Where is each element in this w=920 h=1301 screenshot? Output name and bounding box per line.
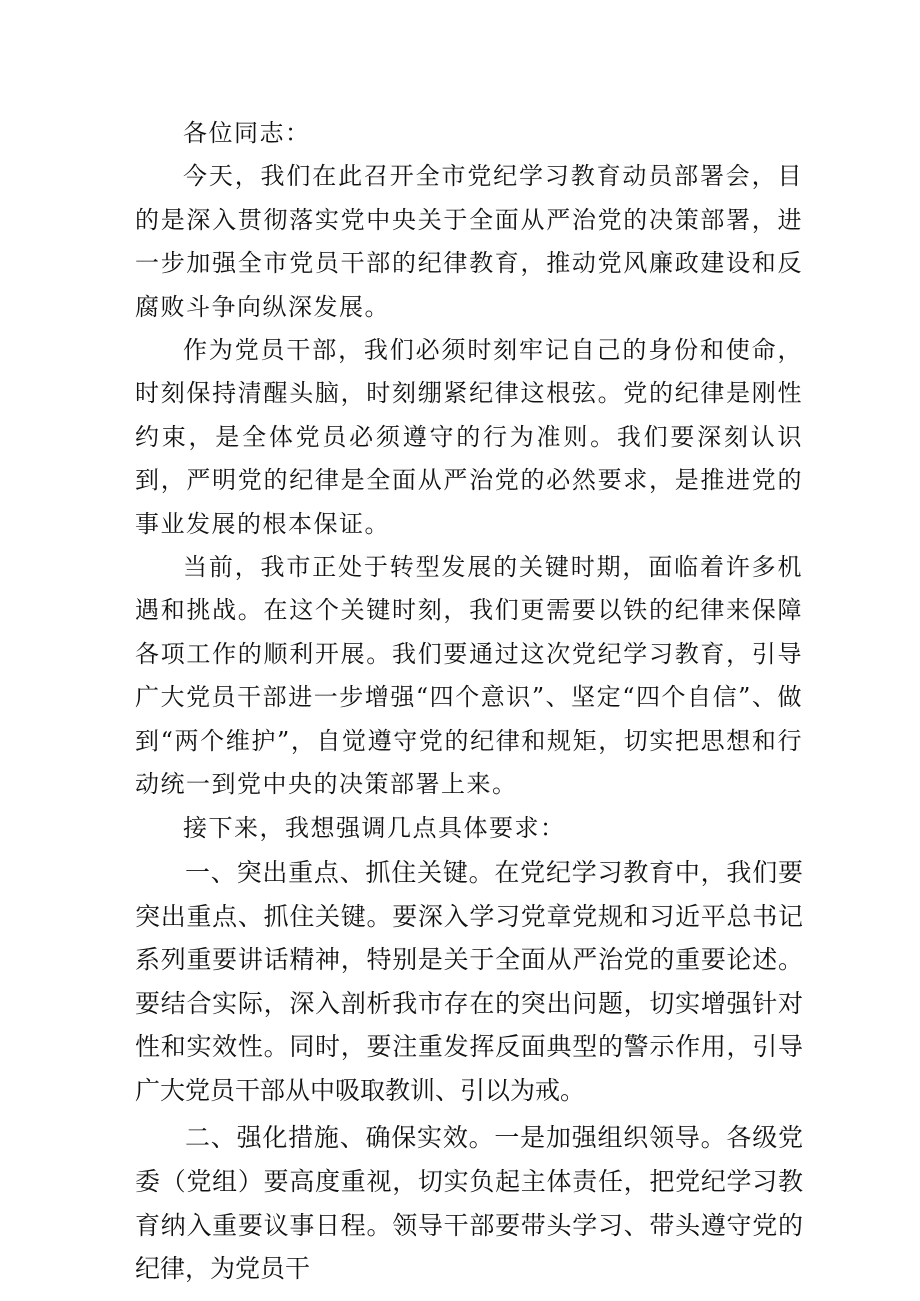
salutation: 各位同志： — [183, 119, 311, 147]
paragraph-2: 作为党员干部，我们必须时刻牢记自己的身份和使命，时刻保持清醒头脑，时刻绷紧纪律这根弦。党的纪律是刚性约束，是全体党员必须遵守的行为准则。我们要深刻认识到，严明党的纪律是全面从严治党的必然要求，是推进党的事业发展的根本保证。 — [135, 336, 803, 538]
paragraph-1: 今天，我们在此召开全市党纪学习教育动员部署会，目的是深入贯彻落实党中央关于全面从严治党的决策部署，进一步加强全市党员干部的纪律教育，推动党风廉政建设和反腐败斗争向纵深发展。 — [135, 162, 803, 321]
paragraph-5: 一、突出重点、抓住关键。在党纪学习教育中，我们要突出重点、抓住关键。要深入学习党章党规和习近平总书记系列重要讲话精神，特别是关于全面从严治党的重要论述。要结合实际，深入剖析我市存在的突出问题，切实增强针对性和实效性。同时，要注重发挥反面典型的警示作用，引导广大党员干部从中吸取教训、引以为戒。 — [135, 857, 803, 1105]
paragraph-4: 接下来，我想强调几点具体要求： — [183, 813, 566, 842]
document-body — [135, 112, 803, 1291]
paragraph-3: 当前，我市正处于转型发展的关键时期，面临着许多机遇和挑战。在这个关键时刻，我们更需要以铁的纪律来保障各项工作的顺利开展。我们要通过这次党纪学习教育，引导广大党员干部进一步增强“四个意识”、坚定“四个自信”、做到“两个维护”，自觉遵守党的纪律和规矩，切实把思想和行动统一到党中央的决策部署上来。 — [135, 553, 803, 799]
paragraph-6: 二、强化措施、确保实效。一是加强组织领导。各级党委（党组）要高度重视，切实负起主体责任，把党纪学习教育纳入重要议事日程。领导干部要带头学习、带头遵守党的纪律，为党员干 — [135, 1123, 803, 1284]
